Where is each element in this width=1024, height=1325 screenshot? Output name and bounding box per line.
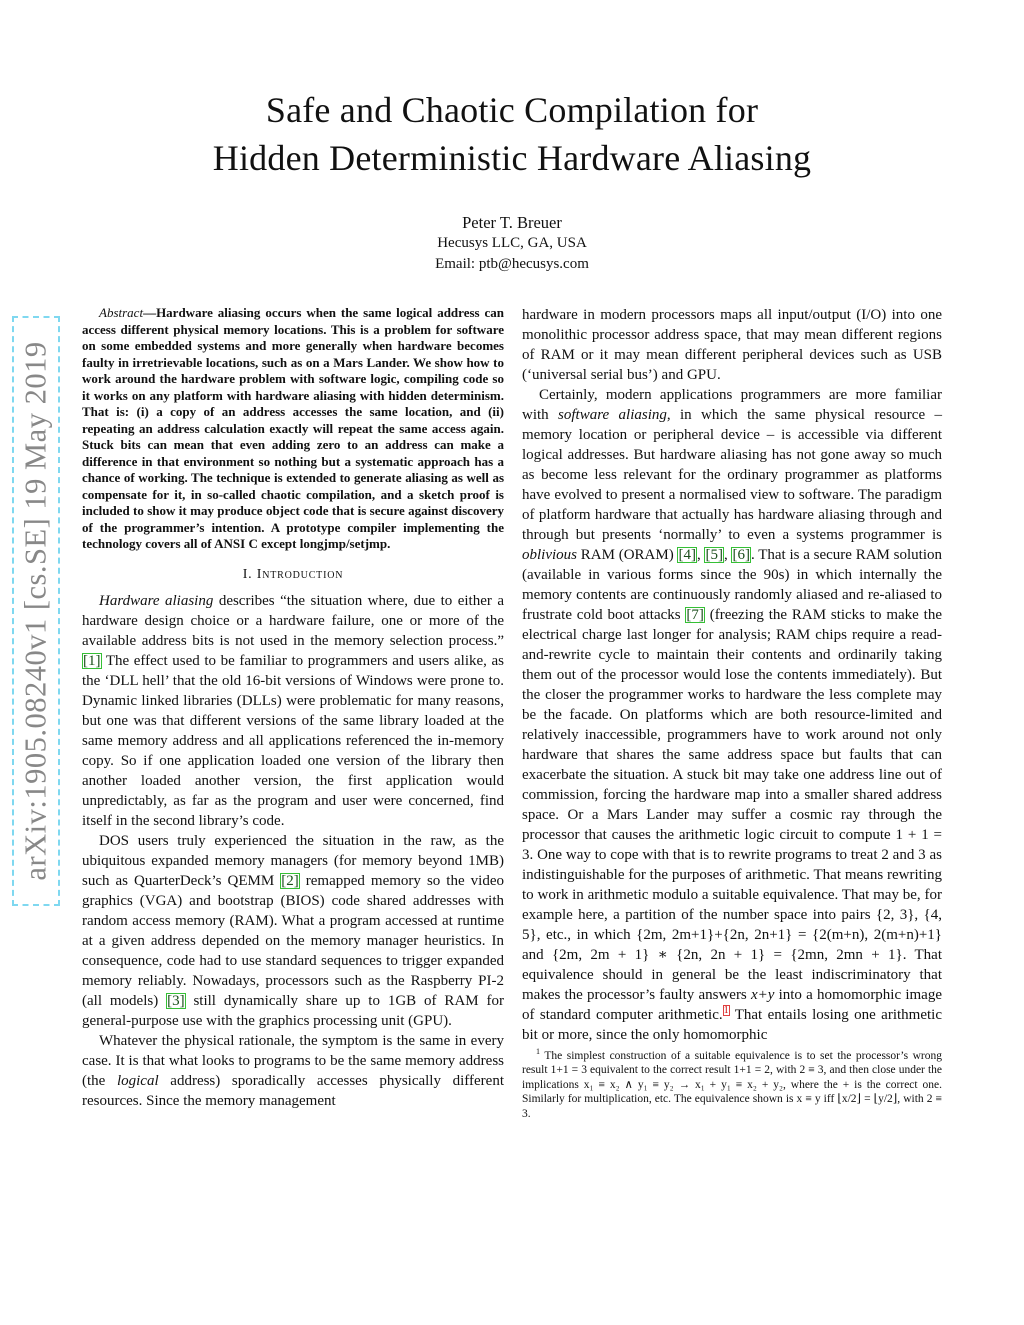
author-name: Peter T. Breuer [462,213,562,232]
footnote-number: 1 [536,1047,540,1056]
citation-2[interactable]: [2] [281,872,299,889]
abstract [82,305,504,553]
citation-7[interactable]: [7] [686,607,704,623]
intro-paragraph-1 [82,591,504,831]
right-p2-text-b: , in which the same physical resource – memory location or peripheral device – is accessible via different logical addresses. But hardware aliasing has not gone away so much as become less relevant for the ordinary programmer as platforms have evolved to present a normalised view to software. The paradigm of platform hardware that actually has hardware aliasing through and through but presents ‘normally’ to even a systems programmer is [522,407,942,543]
citation-separator: , [723,547,732,563]
term-hardware-aliasing: Hardware aliasing [99,592,214,609]
intro-p2-text-c: still dynamically share up to 1GB of RAM for general-purpose use with the graphics processing unit (GPU). [82,992,504,1029]
abstract-label: Abstract [99,305,144,320]
paper-header [0,86,1024,275]
intro-p3-text-a: Whatever the physical rationale, the symptom is the same in every case. It is that what looks to programs to be the same memory address (the [82,1032,504,1089]
section-heading-introduction: I. Introduction [242,566,344,582]
intro-p1-text-a: describes “the situation where, due to either a hardware design choice or a hardware failure, one or more of the available address bits is not used in the memory selection process.” [82,592,504,649]
intro-p3-text-b: address) sporadically accesses physically different resources. Since the memory management [82,1072,504,1109]
paper-title-line-1: Safe and Chaotic Compilation for [265,90,759,130]
citation-1[interactable]: [1] [83,652,101,669]
abstract-text: —Hardware aliasing occurs when the same logical address can access different physical memory locations. This is a problem for software on some embedded systems and more generally when hardware becomes faulty in irretrievable locations, such as on a Mars Lander. We show how to work around the hardware problem with software logic, compiling code so it works on any platform with hardware aliasing with hidden determinism. That is: (i) a copy of an address accesses the same location, and (ii) repeating an address calculation exactly will repeat the same access again. Stuck bits can mean that even adding zero to an address can make a difference in that environment so nothing but a systematic approach has a chance of working. The technique is extended to generate aliasing as well as compensate for it, in so-called chaotic compilation, and a sketch proof is included to show it may produce object code that is secure against discovery of the programmer’s intention. A prototype compiler implementing the technology covers all of ANSI C except longjmp/setjmp. [82,305,504,551]
right-paragraph-1: hardware in modern processors maps all input/output (I/O) into one monolithic processor address space, that may mean different regions of RAM or it may mean different peripheral devices such as USB (‘universal serial bus’) and GPU. [522,307,942,383]
right-p2-text-a: Certainly, modern applications programmers are more familiar with [522,387,942,423]
left-column [82,305,504,1111]
author-email[interactable]: Email: ptb@hecusys.com [435,256,589,272]
intro-paragraph-3 [82,1031,504,1111]
arxiv-identifier-text: arXiv:1905.08240v1 [cs.SE] 19 May 2019 [18,341,53,881]
right-paragraph-2 [522,385,942,1045]
citation-5[interactable]: [5] [705,547,723,563]
citation-3[interactable]: [3] [167,992,185,1009]
right-column [522,305,942,1121]
arxiv-identifier-stamp[interactable] [12,316,60,906]
citation-4[interactable]: [4] [678,547,696,563]
intro-paragraph-2 [82,831,504,1031]
right-p2-text-c: RAM (ORAM) [577,547,678,563]
term-oblivious: oblivious [522,547,577,563]
intro-p2-text-a: DOS users truly experienced the situation in the raw, as the ubiquitous expanded memory managers (for memory beyond 1MB) such as QuarterDeck’s QEMM [82,832,504,889]
right-p2-text-e: (freezing the RAM sticks to make the electrical charge last longer for analysis; RAM chips require a read-and-rewrite cycle to maintain their contents and ordinarily taking them out of the processor would lose the contents immediately). But the closer the programmer works to hardware the less complete may be the facade. On platforms which are both resource-limited and relatively inaccessible, programmers have to work around not only hardware that shares the same address space but faults that can exacerbate the situation. A stuck bit may take one address line out of commission, forcing the hardware map into a smaller shared address space. Or a Mars Lander may suffer a cosmic ray through the processor that causes the arithmetic logic circuit to compute 1 + 1 = 3. One way to cope with that is to rewrite programs to treat 2 and 3 as indistinguishable for the purposes of arithmetic. That means rewriting to work in arithmetic modulo a suitable equivalence. That may be, for example here, a partition of the number space into pairs {2, 3}, {4, 5}, etc., in which {2m, 2m+1}+{2n, 2n+1} = {2(m+n), 2(m+n)+1} and {2m, 2m + 1} ∗ {2n, 2n + 1} = {2mn, 2mn + 1}. That equivalence should in general be the least indiscriminatory that makes the processor’s faulty answers [522,607,942,1003]
footnote-text: The simplest construction of a suitable equivalence is to set the processor’s wrong result 1+1 = 3 equivalent to the correct result 1+1 = 2, with 2 ≡ 3, and then close under the implications x₁ ≡ x₂ ∧ y₁ ≡ y₂ → x₁ + y₁ ≡ x₂ + y₂, where the + is the correct one. Similarly for multiplication, etc. The equivalence shown is x ≡ y iff ⌊x/2⌋ = ⌊y/2⌋, with 2 ≡ 3. [522,1049,942,1120]
footnote-1 [522,1045,942,1121]
paper-title-line-2: Hidden Deterministic Hardware Aliasing [212,138,812,178]
term-software-aliasing: software aliasing [558,407,667,423]
footnote-marker-1[interactable]: 1 [723,1005,729,1016]
right-p2-text-d: . That is a secure RAM solution (available in various forms since the 90s) in which internally the memory contents are continuously randomly aliased and re-aliased to frustrate cold boot attacks [522,547,942,623]
right-p2-text-f: into a homomorphic image of standard computer arithmetic. [522,987,942,1023]
right-p2-text-g: That entails losing one arithmetic bit or more, since the only homomorphic [522,1007,942,1043]
intro-p2-text-b: remapped memory so the video graphics (VGA) and bootstrap (BIOS) code shared addresses with random access memory (RAM). What a program accessed at runtime at a given address depended on the memory manager heuristics. In consequence, code had to use standard sequences to trigger expanded memory reliably. Nowadays, processors such as the Raspberry PI-2 (all models) [82,872,504,1009]
author-affiliation: Hecusys LLC, GA, USA [437,235,587,251]
term-logical: logical [116,1072,159,1089]
math-x-plus-y: x+y [750,987,775,1003]
intro-p1-text-b: The effect used to be familiar to programmers and users alike, as the ‘DLL hell’ that the old 16-bit versions of Windows were prone to. Dynamic linked libraries (DLLs) were problematic for many reasons, but one was that different versions of the same library loaded at the same memory address and all applications referenced the in-memory copy. So if one application loaded one version of the library then another loaded another version, the first application would unpredictably, as far as the program and user were concerned, find itself in the second library’s code. [82,652,504,829]
citation-6[interactable]: [6] [732,547,750,563]
citation-separator: , [696,547,705,563]
